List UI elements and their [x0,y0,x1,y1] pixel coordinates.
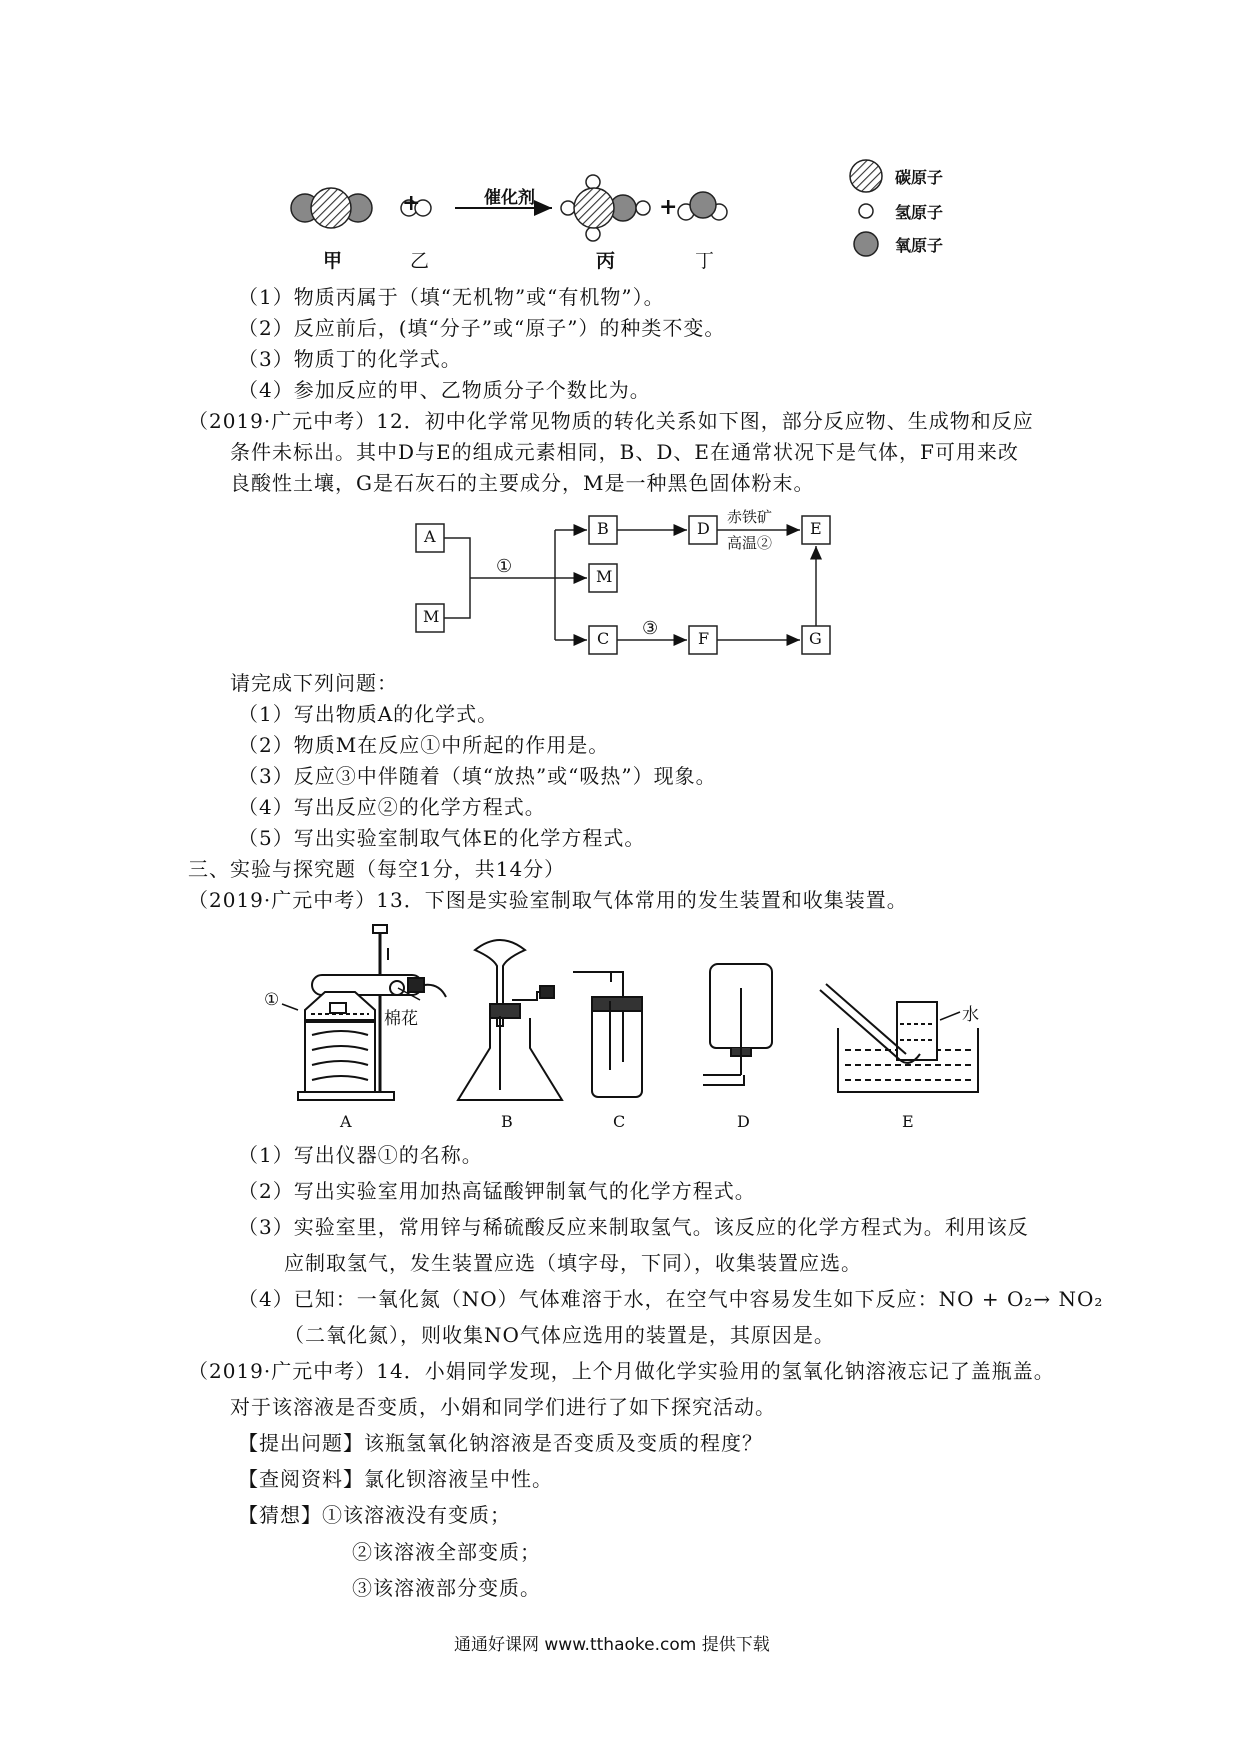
oxygen-atom-icon [854,232,878,256]
node-A: A [424,527,436,546]
node-F: F [698,629,710,648]
q14-hypothesis-2: ②该溶液全部变质； [352,1540,541,1564]
carbon-atom-icon [311,188,351,228]
node-M2: M [596,567,613,586]
carbon-atom-icon [850,160,882,192]
q14-hypothesis-3: ③该溶液部分变质。 [352,1576,541,1600]
q12-stem-2: 条件未标出。其中D与E的组成元素相同，B、D、E在通常状况下是气体，F可用来改 [230,440,1019,464]
q11-sub-2: （2）反应前后，(填“分子”或“原子”）的种类不变。 [238,316,726,340]
hydrogen-atom-icon [859,204,873,218]
q12-prompt: 请完成下列问题： [230,671,398,695]
legend-hydrogen: 氢原子 [895,203,944,222]
apparatus-A [282,925,446,1100]
q12-sub-1: （1）写出物质A的化学式。 [238,702,499,726]
q13-sub-4-line2: （二氧化氮），则收集NO气体应选用的装置是，其原因是。 [284,1323,835,1347]
apparatus-D [703,964,772,1085]
q13-sub-4-line1: （4）已知：一氧化氮（NO）气体难溶于水，在空气中容易发生如下反应：NO + O₂→ NO₂ [238,1287,1104,1311]
edge-label-r2-top: 赤铁矿 [727,508,773,526]
apparatus-E [820,984,978,1092]
edge-label-r3: ③ [642,618,659,639]
q13-sub-3-line2: 应制取氢气，发生装置应选（填字母，下同），收集装置应选。 [284,1251,862,1275]
hydrogen-atom-icon [586,175,600,189]
apparatus-C [573,972,642,1097]
label-ding: 丁 [695,250,715,272]
label-yi: 乙 [410,250,430,272]
q12-stem-3: 良酸性土壤，G是石灰石的主要成分，M是一种黑色固体粉末。 [230,471,815,495]
legend-oxygen: 氧原子 [895,236,944,255]
q14-reference: 【查阅资料】氯化钡溶液呈中性。 [238,1467,553,1491]
q13-stem: （2019·广元中考）13．下图是实验室制取气体常用的发生装置和收集装置。 [188,888,908,912]
oxygen-atom-icon [690,192,716,218]
apparatus-label-E: E [902,1112,914,1131]
label-jia: 甲 [323,250,343,272]
hydrogen-atom-icon [561,201,575,215]
label-bing: 丙 [596,250,616,272]
hydrogen-atom-icon [586,227,600,241]
node-E: E [810,519,822,538]
node-G: G [809,629,822,648]
hydrogen-atom-icon [636,201,650,215]
q14-stem-1: （2019·广元中考）14．小娟同学发现，上个月做化学实验用的氢氧化钠溶液忘记了盖瓶盖。 [188,1359,1055,1383]
node-D: D [697,519,710,538]
molecule-jia [291,188,372,228]
q14-question: 【提出问题】该瓶氢氧化钠溶液是否变质及变质的程度？ [238,1431,763,1455]
apparatus-label-C: C [613,1112,626,1131]
q13-sub-2: （2）写出实验室用加热高锰酸钾制氧气的化学方程式。 [238,1179,756,1203]
plus-sign-1: + [402,190,421,216]
plus-sign-2: + [659,194,678,220]
q13-sub-1: （1）写出仪器①的名称。 [238,1143,483,1167]
node-M: M [423,607,440,626]
q12-sub-5: （5）写出实验室制取气体E的化学方程式。 [238,826,646,850]
q12-sub-3: （3）反应③中伴随着（填“放热”或“吸热”）现象。 [238,764,717,788]
node-B: B [597,519,609,538]
q12-stem-1: （2019·广元中考）12．初中化学常见物质的转化关系如下图，部分反应物、生成物和反应 [188,409,1034,433]
q14-stem-2: 对于该溶液是否变质，小娟和同学们进行了如下探究活动。 [230,1395,776,1419]
section-3-heading: 三、实验与探究题（每空1分，共14分） [188,857,566,881]
apparatus-B [458,940,562,1100]
annot-instrument-1: ① [264,990,280,1010]
annot-water: 水 [962,1005,979,1025]
catalyst-label: 催化剂 [484,188,535,208]
molecule-ding [678,192,727,220]
q11-sub-4: （4）参加反应的甲、乙物质分子个数比为。 [238,378,651,402]
apparatus-label-D: D [737,1112,750,1131]
carbon-atom-icon [574,188,614,228]
apparatus-label-A: A [340,1112,352,1131]
molecule-bing [561,175,650,241]
footer-watermark: 通通好课网 www.tthaoke.com 提供下载 [454,1635,770,1655]
q14-hypothesis-1: 【猜想】①该溶液没有变质； [238,1503,511,1527]
atom-legend [850,160,882,256]
edge-label-r1: ① [496,556,513,577]
q11-sub-1: （1）物质丙属于（填“无机物”或“有机物”）。 [238,285,665,309]
q12-sub-4: （4）写出反应②的化学方程式。 [238,795,546,819]
annot-cotton: 棉花 [384,1009,418,1029]
q11-sub-3: （3）物质丁的化学式。 [238,347,462,371]
q13-sub-3-line1: （3）实验室里，常用锌与稀硫酸反应来制取氢气。该反应的化学方程式为。利用该反 [238,1215,1029,1239]
node-C: C [597,629,610,648]
legend-carbon: 碳原子 [895,168,944,187]
q12-sub-2: （2）物质M在反应①中所起的作用是。 [238,733,610,757]
apparatus-label-B: B [501,1112,513,1131]
edge-label-r2-bottom: 高温② [727,534,773,552]
